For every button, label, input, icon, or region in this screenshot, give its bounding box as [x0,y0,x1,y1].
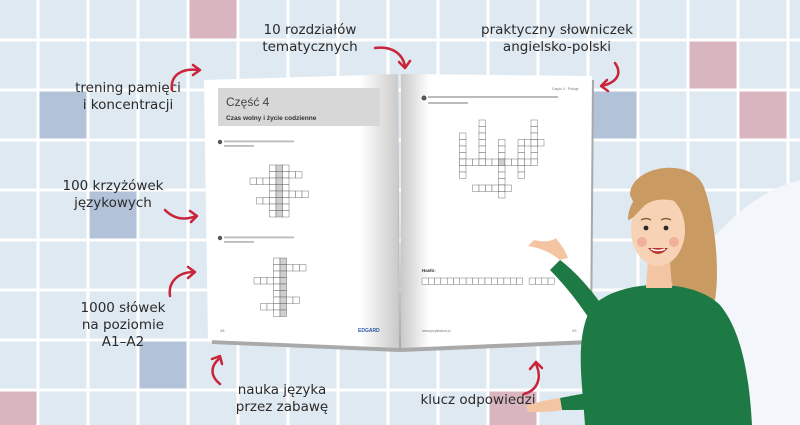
crossword-cell [263,198,270,205]
woman-illustration [520,160,800,425]
crossword-cell [499,146,506,153]
label-memory-training: trening pamięci i koncentracji [75,80,181,113]
crossword-cell [270,191,277,198]
crossword-cell [505,185,512,192]
crossword-cell [274,297,281,304]
website: www.jezykiobce.pl [422,329,451,333]
crossword-cell [435,278,441,284]
label-answer-key: klucz odpowiedzi [420,392,536,408]
crossword-cell [531,140,538,147]
crossword-cell [280,304,287,311]
label-crosswords: 100 krzyżówek językowych [62,178,164,211]
crossword-cell [460,172,467,179]
crossword-cell [270,165,277,172]
crossword-cell [499,166,506,173]
crossword-cell [261,304,268,311]
crossword-cell [518,146,525,153]
label-words: 1000 słówek na poziomie A1–A2 [80,300,166,350]
crossword-cell [276,191,283,198]
crossword-cell [479,278,485,284]
crossword-cell [270,185,277,192]
crossword-cell [472,278,478,284]
crossword-cell [479,146,486,153]
crossword-cell [460,166,467,173]
accent-tile [188,0,238,40]
crossword-cell [280,278,287,285]
crossword-cell [296,191,303,198]
crossword-cell [250,178,257,185]
crossword-cell [283,165,290,172]
curved-arrow-icon [158,262,203,302]
crossword-cell [531,127,538,134]
crossword-cell [466,278,472,284]
crossword-cell [525,140,532,147]
crossword-cell [466,159,473,166]
crossword-cell [283,191,290,198]
crossword-cell [280,265,287,272]
label-dictionary: praktyczny słowniczek angielsko-polski [481,22,633,55]
crossword-cell [267,304,274,311]
crossword-cell [300,265,307,272]
crossword-cell [473,185,480,192]
crossword-cell [270,172,277,179]
crossword-cell [479,185,486,192]
crossword-cell [261,278,268,285]
crossword-cell [283,198,290,205]
crossword-cell [280,284,287,291]
crossword-cell [289,191,296,198]
crossword-cell [274,258,281,265]
crossword-cell [302,191,309,198]
label-fun-learning: nauka języka przez zabawę [235,382,329,415]
crossword-cell [276,178,283,185]
crossword-cell [538,140,545,147]
crossword-cell [479,159,486,166]
crossword-cell [276,165,283,172]
crossword-cell [274,284,281,291]
crossword-cell [479,133,486,140]
crossword-cell [283,172,290,179]
crossword-cell [498,278,504,284]
crossword-cell [287,297,294,304]
brand-logo: EDGARD [358,328,380,334]
haslo-label: Hasło: [422,268,436,273]
crossword-cell [293,265,300,272]
crossword-cell [504,278,510,284]
crossword-cell [280,271,287,278]
crossword-cell [280,291,287,298]
crossword-cell [428,278,434,284]
crossword-cell [518,140,525,147]
crossword-cell [479,120,486,127]
crossword-cell [274,271,281,278]
crossword-cell [267,278,274,285]
crossword-cell [492,185,499,192]
crossword-cell [473,159,480,166]
chapter-title: Część 4 [226,95,270,109]
crossword-cell [283,178,290,185]
crossword-cell [270,178,277,185]
accent-tile [0,390,38,425]
crossword-cell [274,304,281,311]
crossword-cell [283,204,290,211]
crossword-cell [531,120,538,127]
crossword-cell [280,258,287,265]
crossword-cell [254,278,261,285]
crossword-cell [283,185,290,192]
crossword-cell [263,178,270,185]
crossword-cell [270,204,277,211]
right-header: Część 4 · Pokoje [552,87,579,91]
crossword-cell [280,310,287,317]
left-page-number: 28 [220,328,225,333]
crossword-cell [289,172,296,179]
crossword-cell [447,278,453,284]
crossword-cell [460,153,467,160]
crossword-cell [460,140,467,147]
crossword-cell [280,297,287,304]
crossword-cell [491,278,497,284]
crossword-cell [485,278,491,284]
crossword-cell [422,278,428,284]
crossword-cell [274,291,281,298]
crossword-cell [499,153,506,160]
accent-tile [688,40,738,90]
accent-tile [738,90,788,140]
crossword-cell [518,153,525,160]
crossword-cell [499,179,506,186]
crossword-cell [492,159,499,166]
curved-arrow-icon [160,200,205,230]
crossword-cell [274,310,281,317]
label-chapters: 10 rozdziałów tematycznych [262,22,358,55]
crossword-cell [276,198,283,205]
crossword-cell [293,297,300,304]
crossword-cell [283,211,290,218]
crossword-cell [531,153,538,160]
crossword-cell [460,278,466,284]
crossword-cell [270,198,277,205]
crossword-cell [460,133,467,140]
crossword-cell [276,185,283,192]
crossword-cell [510,278,516,284]
crossword-cell [499,185,506,192]
crossword-cell [274,278,281,285]
crossword-cell [257,198,264,205]
crossword-cell [270,211,277,218]
crossword-cell [499,159,506,166]
crossword-cell [257,178,264,185]
crossword-cell [499,172,506,179]
crossword-cell [454,278,460,284]
right-page-number: 29 [572,328,577,333]
crossword-cell [296,172,303,179]
crossword-cell [531,133,538,140]
crossword-cell [479,127,486,134]
crossword-cell [441,278,447,284]
crossword-cell [276,204,283,211]
crossword-cell [486,159,493,166]
crossword-cell [479,140,486,147]
crossword-cell [460,146,467,153]
crossword-cell [512,159,519,166]
crossword-cell [276,211,283,218]
crossword-cell [505,159,512,166]
crossword-cell [486,185,493,192]
crossword-cell [460,159,467,166]
crossword-cell [479,153,486,160]
crossword-cell [287,265,294,272]
crossword-cell [274,265,281,272]
crossword-cell [276,172,283,179]
crossword-cell [531,146,538,153]
crossword-cell [499,192,506,199]
crossword-cell [499,140,506,147]
chapter-subtitle: Czas wolny i życie codzienne [226,115,317,122]
